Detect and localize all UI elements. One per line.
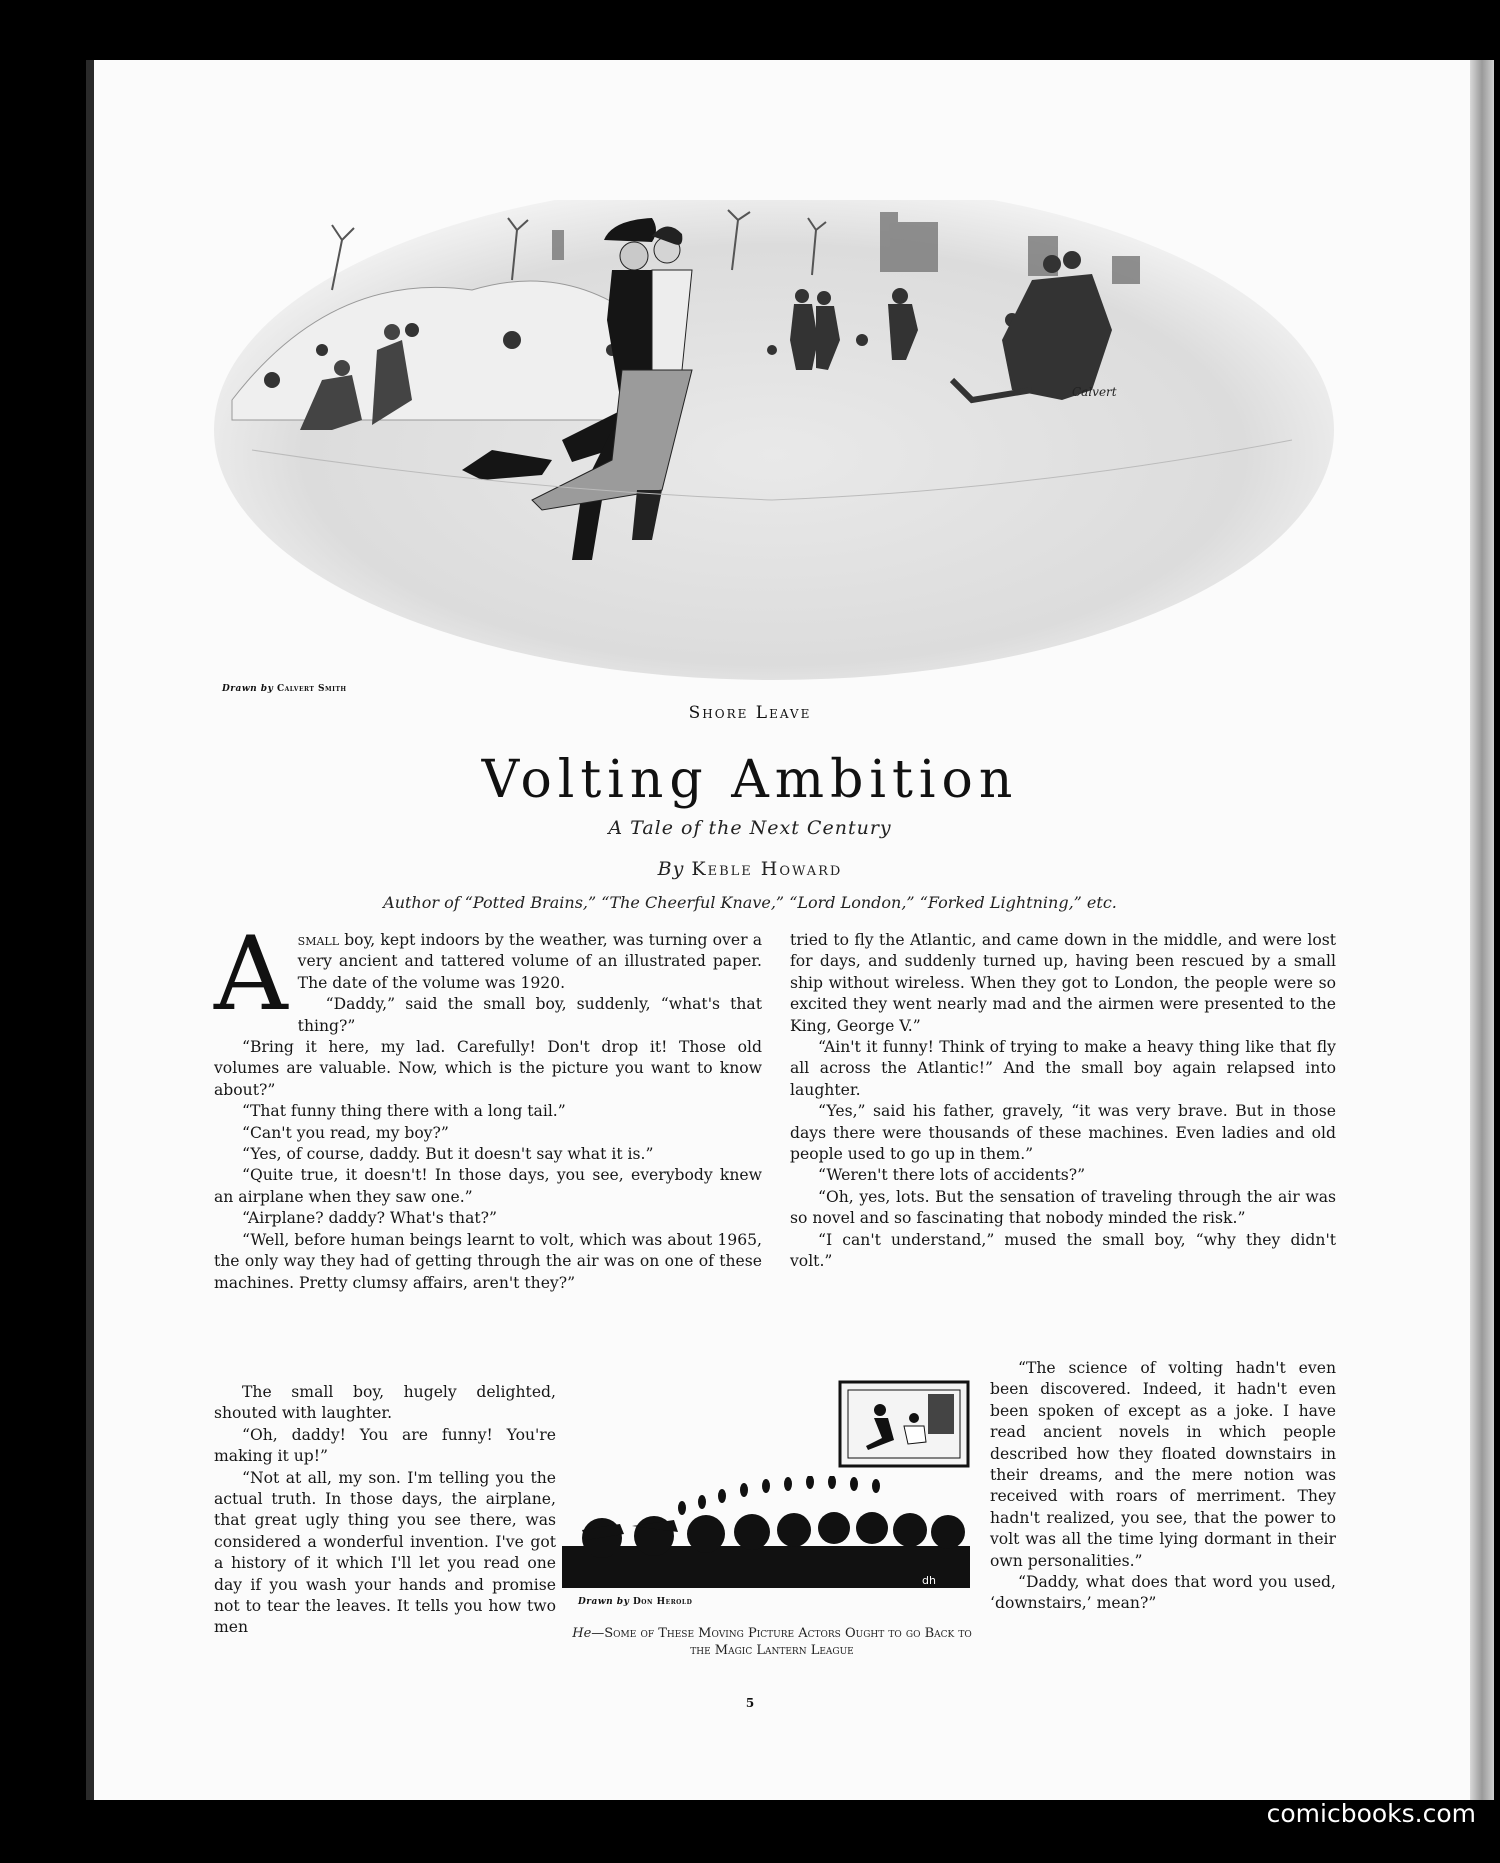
paragraph: “Not at all, my son. I'm telling you the actual truth. In those days, the airplane, that great ugly thing you see there, was considered a wonderful invention. I've got a history of it which I'll let you read one day if you wash your hands and promise not to tear the leaves. It tells you how two men (214, 1468, 556, 1637)
paragraph: “That funny thing there with a long tail.” (242, 1102, 566, 1121)
byline-by: By (657, 858, 685, 880)
illustration-credit-prefix: Drawn by (222, 684, 274, 694)
paragraph: “Weren't there lots of accidents?” (818, 1166, 1086, 1185)
paragraph: “Yes,” said his father, gravely, “it was very brave. But in those days there were thousands of these machines. Even ladies and old people used to go up in them.” (790, 1102, 1336, 1164)
cartoon-credit-name: Don Herold (632, 1597, 693, 1607)
paragraph: “The science of volting hadn't even been discovered. Indeed, it hadn't even been spoken of except as a joke. I have read ancient novels in which people described how they floated downstairs in their dreams, and the mere notion was received with roars of merriment. They hadn't realized, you see, that the power to volt was all the time lying dormant in their own personalities.” (990, 1359, 1336, 1570)
paragraph: “Airplane? daddy? What's that?” (242, 1209, 497, 1228)
paragraph: The small boy, hugely delighted, shouted with laughter. (214, 1383, 556, 1423)
illustration-credit (222, 684, 347, 694)
cartoon-caption-he: He (572, 1626, 592, 1641)
drop-cap: A (214, 915, 288, 1034)
paragraph: “Daddy,” said the small boy, suddenly, “what's that thing?” (297, 995, 762, 1035)
column-left-narrow (214, 1382, 556, 1639)
column-left (214, 915, 762, 1294)
author-note: Author of “Potted Brains,” “The Cheerful Knave,” “Lord London,” “Forked Lightning,” etc. (383, 893, 1117, 912)
paragraph: “Can't you read, my boy?” (242, 1123, 449, 1142)
cartoon-caption-text: —Some of These Moving Picture Actors Ought to go Back to the Magic Lantern League (591, 1626, 972, 1658)
cartoon-credit-prefix: Drawn by (578, 1597, 630, 1607)
paragraph: “I can't understand,” mused the small boy, “why they didn't volt.” (790, 1230, 1336, 1271)
cartoon-caption (572, 1625, 972, 1659)
cartoon-initials: dh (922, 1574, 936, 1587)
paragraph: “Yes, of course, daddy. But it doesn't say what it is.” (242, 1145, 654, 1164)
article-title: Volting Ambition (481, 750, 1019, 810)
paragraph: “Bring it here, my lad. Carefully! Don't drop it! Those old volumes are valuable. Now, which is the picture you want to know about?” (214, 1038, 762, 1099)
byline (0, 858, 1500, 880)
paragraph: “Quite true, it doesn't! In those days, you see, everybody knew an airplane when they saw one.” (214, 1166, 762, 1206)
column-right-narrow (990, 1358, 1336, 1615)
illustration-caption: Shore Leave (688, 703, 812, 723)
lead-word: small (297, 931, 340, 949)
paragraph: “Well, before human beings learnt to volt, which was about 1965, the only way they had of getting through the air was on one of these machines. Pretty clumsy affairs, aren't they?” (214, 1230, 762, 1292)
artist-signature: Calvert (1072, 385, 1117, 399)
cartoon-credit (578, 1597, 692, 1607)
article-subtitle: A Tale of the Next Century (608, 817, 892, 839)
paragraph: “Daddy, what does that word you used, ‘downstairs,’ mean?” (990, 1573, 1336, 1613)
audience-silhouette (562, 1476, 970, 1588)
page-binding (86, 60, 94, 1800)
page-edge (1470, 60, 1494, 1800)
opening-text: boy, kept indoors by the weather, was turning over a very ancient and tattered volume of an illustrated paper. The date of the volume was 1920. (297, 931, 762, 992)
site-watermark: comicbooks.com (1266, 1799, 1476, 1828)
page-number: 5 (745, 1696, 755, 1710)
illustration-credit-name: Calvert Smith (276, 684, 347, 694)
paragraph: tried to fly the Atlantic, and came down in the middle, and were lost for days, and suddenly turned up, having been rescued by a small ship without wireless. When they got to London, the people were so excited they went nearly mad and the airmen were presented to the King, George V.” (790, 931, 1336, 1035)
cartoon-screen-frame (838, 1380, 970, 1468)
byline-author: Keble Howard (691, 858, 843, 880)
paragraph: “Oh, daddy! You are funny! You're making it up!” (214, 1425, 556, 1466)
paragraph: “Oh, yes, lots. But the sensation of traveling through the air was so novel and so fascinating that nobody minded the risk.” (790, 1187, 1336, 1228)
paragraph: “Ain't it funny! Think of trying to make a heavy thing like that fly all across the Atlantic!” And the small boy again relapsed into laughter. (790, 1038, 1336, 1099)
column-right (790, 930, 1336, 1273)
skating-illustration (212, 200, 1336, 680)
